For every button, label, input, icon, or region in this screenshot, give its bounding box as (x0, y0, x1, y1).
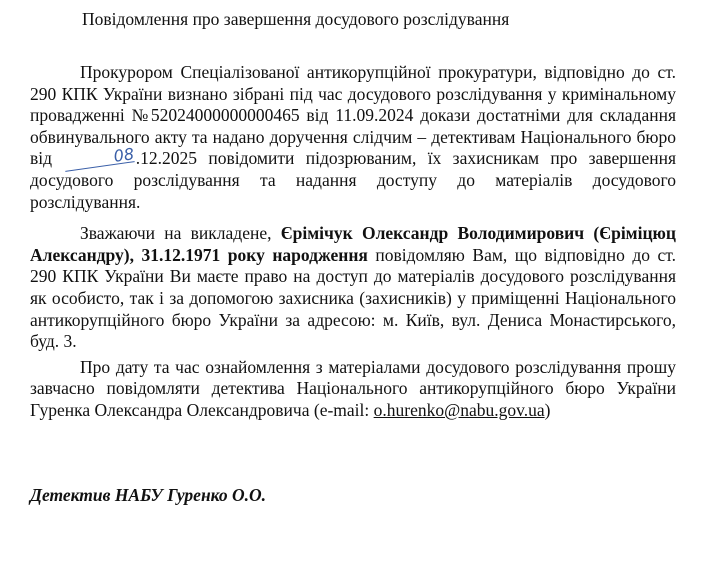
paragraph-1-text-before: Прокурором Спеціалізованої антикорупційної прокуратури, відповідно до ст. 290 КПК України визнано зібрані під час досудового розслідування у кримінальному провадженні №52024000000000465 від 11.09.2024 докази достатніми для складання обвинувального акту та надано доручення слідчим – детективам Національного бюро від (30, 62, 676, 169)
paragraph-3-close: ) (544, 399, 551, 420)
document-title: Повідомлення про завершення досудового розслідування (82, 9, 510, 29)
paragraph-3-text: Про дату та час ознайомлення з матеріалами досудового розслідування прошу завчасно повідомляти детектива Національного антикорупційного бюро України Гуренка Олександра Олександровича (e-mail: (30, 356, 676, 420)
paragraph-contact (30, 357, 676, 422)
handwritten-day: 08 (64, 148, 136, 173)
signature-line: Детектив НАБУ Гуренко О.О. (30, 485, 267, 505)
paragraph-1-text-after: .12.2025 повідомити підозрюваним, їх захисникам про завершення досудового розслідування та надання доступу до матеріалів досудового розслідування. (30, 148, 676, 212)
paragraph-2-lead: Зважаючи на викладене, (80, 223, 281, 244)
paragraph-2-rest: повідомляю Вам, що відповідно до ст. 290 КПК України Ви маєте право на доступ до матеріалів досудового розслідування як особисто, так і за допомогою захисника (захисників) у приміщенні Національного антикорупційного бюро України за адресою: м. Київ, вул. Дениса Монастирського, буд. 3. (30, 244, 676, 352)
suspect-name-bold: Єрімічук Олександр Володимирович (Єріміцюц Александру), 31.12.1971 року народження (30, 223, 676, 265)
paragraph-access-rights (30, 223, 676, 353)
paragraph-completion-notice (30, 62, 676, 213)
document-body (30, 62, 676, 422)
detective-email-link[interactable]: o.hurenko@nabu.gov.ua (373, 399, 545, 420)
